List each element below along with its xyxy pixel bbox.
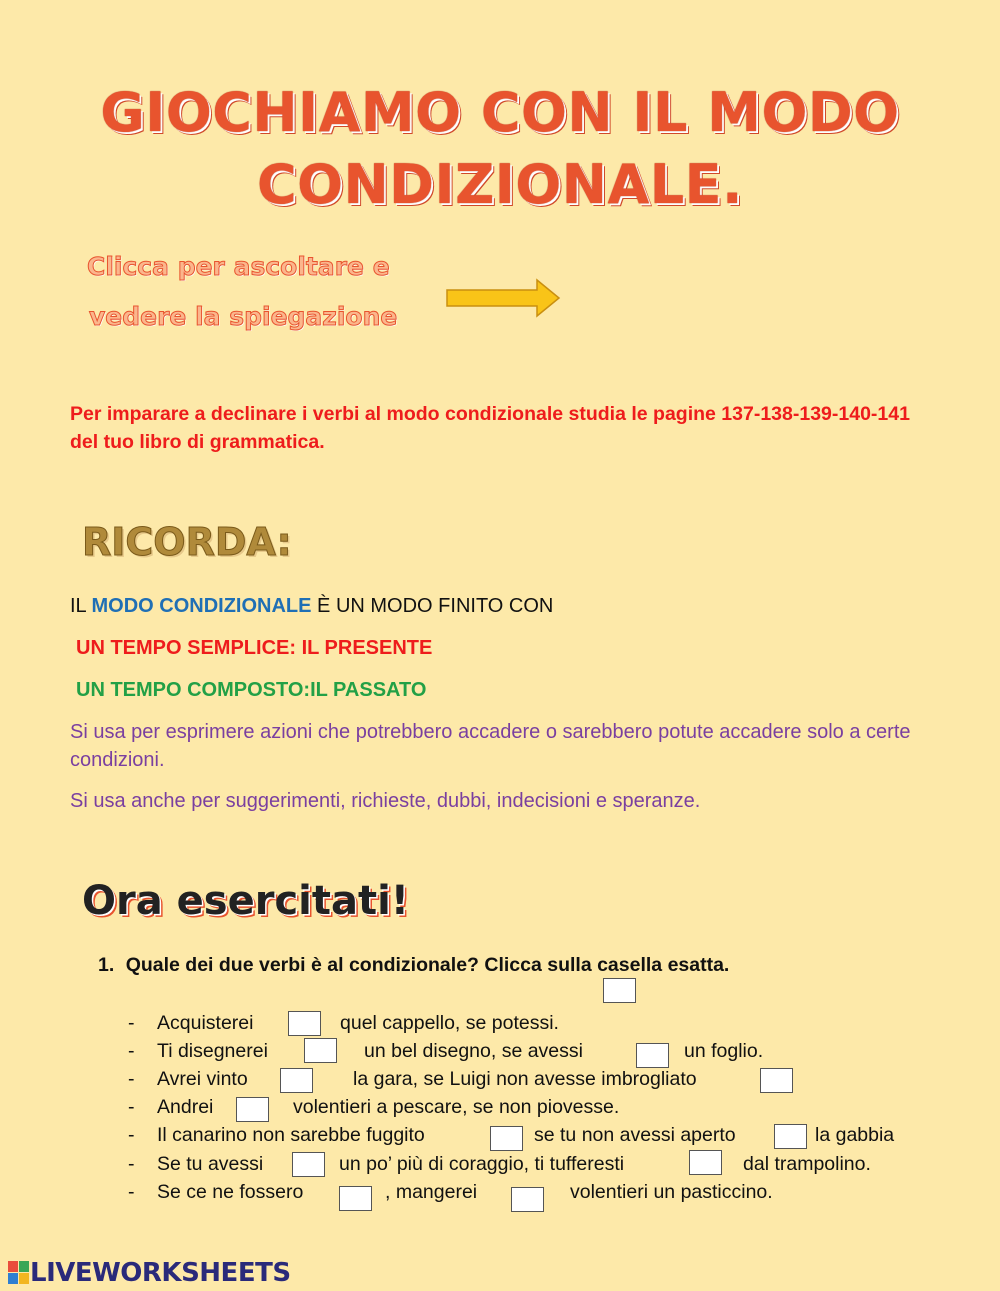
question-text: Quale dei due verbi è al condizionale? Clicca sulla casella esatta. (125, 954, 730, 976)
bullet: - (128, 1068, 135, 1090)
liveworksheets-logo (8, 1258, 291, 1288)
play-arrow-icon[interactable] (445, 278, 561, 320)
ricorda-heading: RICORDA: (82, 520, 292, 564)
bullet: - (128, 1012, 135, 1034)
item-text: volentieri un pasticcino. (570, 1181, 773, 1203)
answer-box[interactable] (339, 1186, 372, 1211)
audio-prompt-line-2[interactable]: vedere la spiegazione (89, 302, 398, 331)
item-text: se tu non avessi aperto (534, 1124, 736, 1146)
item-text: Acquisterei (157, 1012, 254, 1034)
definition-prefix: IL (70, 595, 92, 617)
item-text: dal trampolino. (743, 1153, 871, 1175)
question-1 (98, 954, 729, 977)
bullet: - (128, 1181, 135, 1203)
answer-box[interactable] (280, 1068, 313, 1093)
exercise-item (128, 1012, 559, 1035)
answer-box[interactable] (304, 1038, 337, 1063)
title-line-1: GIOCHIAMO CON IL MODO (100, 81, 900, 144)
exercise-item (128, 1153, 871, 1176)
exercise-item (128, 1181, 773, 1204)
bullet: - (128, 1124, 135, 1146)
title-line-2: CONDIZIONALE. (256, 153, 744, 216)
item-text: Ti disegnerei (157, 1040, 268, 1062)
tense-compound: UN TEMPO COMPOSTO:IL PASSATO (76, 679, 427, 701)
answer-box-stray[interactable] (603, 978, 636, 1003)
item-text: quel cappello, se potessi. (340, 1012, 559, 1034)
usage-text-1: Si usa per esprimere azioni che potrebbero accadere o sarebbero potute accadere solo a certe condizioni. (70, 721, 911, 771)
item-text: Il canarino non sarebbe fuggito (157, 1124, 425, 1146)
study-note: Per imparare a declinare i verbi al modo condizionale studia le pagine 137-138-139-140-141 del tuo libro di grammatica. (70, 403, 910, 453)
exercise-item (128, 1124, 895, 1147)
answer-box[interactable] (774, 1124, 807, 1149)
answer-box[interactable] (236, 1097, 269, 1122)
logo-icon (8, 1261, 30, 1285)
logo-text: LIVEWORKSHEETS (30, 1258, 291, 1288)
bullet: - (128, 1040, 135, 1062)
definition-suffix: È UN MODO FINITO CON (311, 595, 554, 617)
exercise-item (128, 1096, 620, 1119)
answer-box[interactable] (636, 1043, 669, 1068)
tense-simple: UN TEMPO SEMPLICE: IL PRESENTE (76, 637, 433, 659)
answer-box[interactable] (292, 1152, 325, 1177)
bullet: - (128, 1153, 135, 1175)
question-number: 1. (98, 954, 115, 976)
audio-prompt-line-1[interactable]: Clicca per ascoltare e (87, 252, 390, 281)
answer-box[interactable] (490, 1126, 523, 1151)
item-text: la gabbia (815, 1124, 895, 1146)
item-text: Se tu avessi (157, 1153, 264, 1175)
answer-box[interactable] (511, 1187, 544, 1212)
answer-box[interactable] (288, 1011, 321, 1036)
item-text: Se ce ne fossero (157, 1181, 304, 1203)
item-text: un po’ più di coraggio, ti tufferesti (339, 1153, 625, 1175)
item-text: un foglio. (684, 1040, 764, 1062)
item-text: Andrei (157, 1096, 214, 1118)
answer-box[interactable] (760, 1068, 793, 1093)
answer-box[interactable] (689, 1150, 722, 1175)
definition-line (70, 592, 553, 620)
item-text: , mangerei (385, 1181, 478, 1203)
item-text: Avrei vinto (157, 1068, 248, 1090)
item-text: un bel disegno, se avessi (364, 1040, 583, 1062)
bullet: - (128, 1096, 135, 1118)
item-text: volentieri a pescare, se non piovesse. (293, 1096, 620, 1118)
exercise-item (128, 1068, 697, 1091)
definition-highlight: MODO CONDIZIONALE (91, 595, 312, 617)
usage-text-2: Si usa anche per suggerimenti, richieste, dubbi, indecisioni e speranze. (70, 790, 701, 812)
exercise-heading: Ora esercitati! (82, 878, 410, 924)
item-text: la gara, se Luigi non avesse imbrogliato (353, 1068, 697, 1090)
exercise-item (128, 1040, 764, 1063)
